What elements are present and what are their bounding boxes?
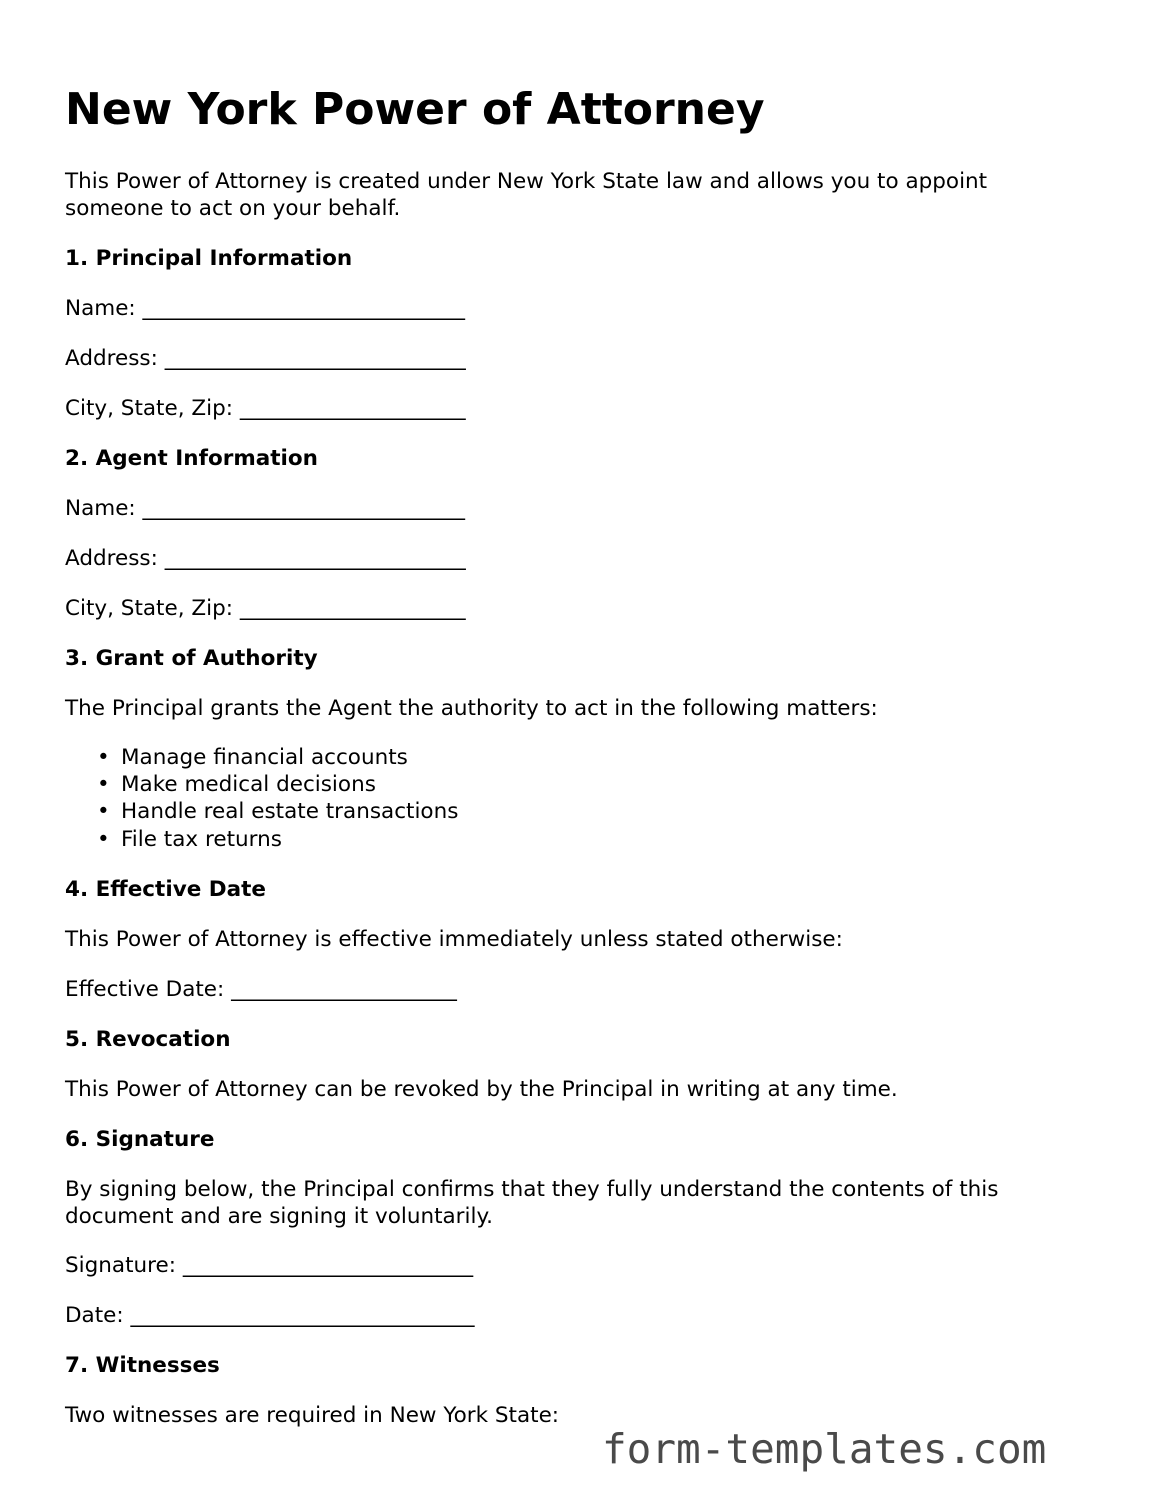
effective-date-label: Effective Date: (65, 977, 225, 1002)
effective-date-field[interactable] (65, 976, 457, 1003)
principal-address-label: Address: (65, 346, 158, 371)
principal-address-blank[interactable]: ____________________________ (164, 346, 466, 371)
bullet-icon: • (97, 799, 110, 825)
list-item-text: Handle real estate transactions (121, 799, 459, 825)
signature-heading: 6. Signature (65, 1127, 215, 1152)
effective-heading: 4. Effective Date (65, 877, 266, 902)
revocation-heading: 5. Revocation (65, 1027, 231, 1052)
agent-address-label: Address: (65, 546, 158, 571)
list-item-text: File tax returns (121, 826, 282, 852)
list-item (97, 744, 458, 771)
document-title: New York Power of Attorney (65, 84, 765, 135)
agent-name-blank[interactable]: ______________________________ (142, 496, 466, 521)
principal-city-label: City, State, Zip: (65, 396, 233, 421)
principal-address-field[interactable] (65, 345, 466, 372)
list-item-text: Make medical decisions (121, 772, 376, 798)
principal-heading: 1. Principal Information (65, 246, 353, 271)
bullet-icon: • (97, 772, 110, 798)
witnesses-text: Two witnesses are required in New York State: (65, 1403, 560, 1428)
agent-name-label: Name: (65, 496, 136, 521)
principal-city-blank[interactable]: _____________________ (239, 396, 466, 421)
principal-name-blank[interactable]: ______________________________ (142, 296, 466, 321)
signature-text: By signing below, the Principal confirms that they fully understand the contents of this document and are signing it voluntarily. (65, 1177, 999, 1229)
list-item-text: Manage financial accounts (121, 745, 408, 770)
effective-text: This Power of Attorney is effective immediately unless stated otherwise: (65, 927, 843, 952)
signature-field[interactable] (65, 1252, 473, 1279)
agent-heading: 2. Agent Information (65, 446, 318, 471)
authority-list (65, 744, 458, 853)
agent-name-field[interactable] (65, 495, 465, 522)
revocation-text: This Power of Attorney can be revoked by the Principal in writing at any time. (65, 1077, 898, 1102)
intro-text: This Power of Attorney is created under New York State law and allows you to appoint someone to act on your behalf. (65, 169, 988, 221)
effective-date-blank[interactable]: _____________________ (231, 977, 457, 1002)
signature-date-blank[interactable]: ________________________________ (130, 1303, 475, 1328)
list-item (97, 826, 458, 853)
agent-city-blank[interactable]: _____________________ (239, 596, 466, 621)
agent-city-label: City, State, Zip: (65, 596, 233, 621)
bullet-icon: • (97, 745, 110, 770)
agent-city-field[interactable] (65, 595, 466, 622)
principal-city-field[interactable] (65, 395, 466, 422)
principal-name-label: Name: (65, 296, 136, 321)
signature-date-label: Date: (65, 1303, 124, 1328)
list-item (97, 798, 459, 825)
list-item (97, 771, 458, 798)
authority-text: The Principal grants the Agent the authority to act in the following matters: (65, 696, 878, 721)
principal-name-field[interactable] (65, 295, 465, 322)
signature-label: Signature: (65, 1253, 176, 1278)
authority-heading: 3. Grant of Authority (65, 646, 318, 671)
signature-blank[interactable]: ___________________________ (182, 1253, 474, 1278)
signature-date-field[interactable] (65, 1302, 474, 1329)
bullet-icon: • (97, 826, 110, 852)
watermark: form-templates.com (602, 1425, 1047, 1473)
agent-address-blank[interactable]: ____________________________ (164, 546, 466, 571)
agent-address-field[interactable] (65, 545, 466, 572)
witnesses-heading: 7. Witnesses (65, 1353, 220, 1378)
